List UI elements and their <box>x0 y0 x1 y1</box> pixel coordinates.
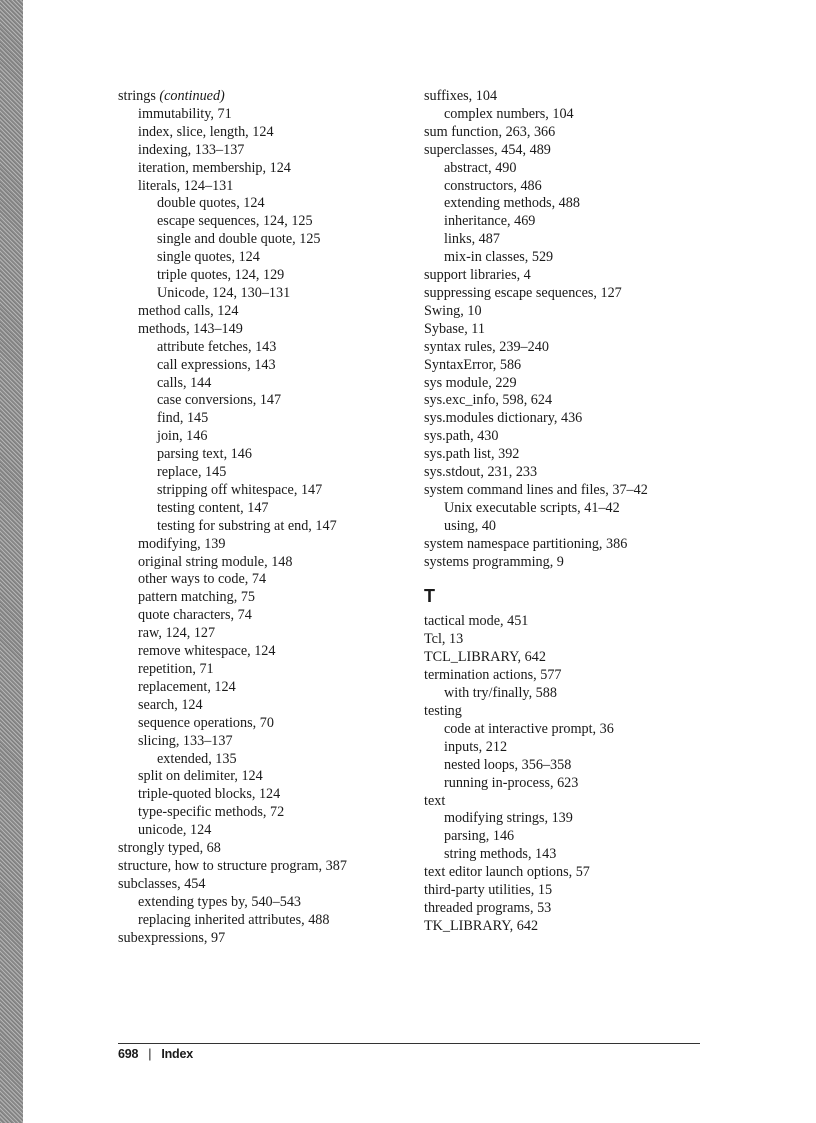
index-subentry <box>424 213 714 231</box>
index-column-left <box>118 88 418 948</box>
entry-text: SyntaxError, 586 <box>424 356 522 373</box>
index-subentry <box>118 339 418 357</box>
index-subentry <box>118 500 418 518</box>
index-subentry <box>118 625 418 643</box>
index-subentry <box>118 733 418 751</box>
entry-text: type-specific methods, 72 <box>138 804 285 821</box>
index-subentry <box>118 607 418 625</box>
entry-text: replace, 145 <box>157 464 227 481</box>
entry-text: subexpressions, 97 <box>118 929 226 946</box>
index-subentry <box>118 751 418 769</box>
entry-text: quote characters, 74 <box>138 607 252 624</box>
index-subentry <box>118 571 418 589</box>
entry-text: single quotes, 124 <box>157 249 260 266</box>
index-subentry <box>118 124 418 142</box>
index-subentry <box>118 536 418 554</box>
index-subentry <box>118 213 418 231</box>
entry-text: escape sequences, 124, 125 <box>157 213 313 230</box>
index-entry <box>424 882 714 900</box>
index-subentry <box>118 178 418 196</box>
index-subentry <box>118 321 418 339</box>
entry-text: string methods, 143 <box>444 846 557 863</box>
entry-text: Swing, 10 <box>424 302 482 319</box>
index-subentry <box>118 715 418 733</box>
entry-text: slicing, 133–137 <box>138 732 233 749</box>
entry-text: double quotes, 124 <box>157 195 265 212</box>
index-entry <box>424 793 714 811</box>
entry-text: systems programming, 9 <box>424 553 564 570</box>
page-number: 698 <box>118 1047 139 1061</box>
index-entry <box>424 667 714 685</box>
index-subentry <box>118 518 418 536</box>
entry-text: sys.path, 430 <box>424 428 499 445</box>
index-subentry <box>424 160 714 178</box>
index-subentry <box>118 697 418 715</box>
index-entry <box>118 876 418 894</box>
entry-text: subclasses, 454 <box>118 875 206 892</box>
index-subentry <box>118 285 418 303</box>
footer-separator: | <box>148 1047 152 1061</box>
index-entry <box>424 303 714 321</box>
entry-text: testing content, 147 <box>157 499 269 516</box>
index-subentry <box>118 894 418 912</box>
entry-text: testing <box>424 703 462 719</box>
index-subentry <box>118 912 418 930</box>
entry-text: mix-in classes, 529 <box>444 249 554 266</box>
index-subentry <box>118 428 418 446</box>
entry-text: other ways to code, 74 <box>138 571 267 588</box>
entry-text: parsing text, 146 <box>157 446 252 463</box>
entry-text: system command lines and files, 37–42 <box>424 481 648 498</box>
index-entry <box>424 357 714 375</box>
entry-text: using, 40 <box>444 517 497 534</box>
entry-text: sys.stdout, 231, 233 <box>424 464 538 481</box>
entry-text: TK_LIBRARY, 642 <box>424 917 539 934</box>
index-subentry <box>118 554 418 572</box>
entry-text: methods, 143–149 <box>138 320 243 337</box>
entry-text: replacement, 124 <box>138 678 236 695</box>
entry-text: replacing inherited attributes, 488 <box>138 911 330 928</box>
index-entry <box>424 649 714 667</box>
index-subentry <box>118 661 418 679</box>
entry-text: find, 145 <box>157 410 209 427</box>
entry-text: syntax rules, 239–240 <box>424 338 549 355</box>
entry-text: modifying strings, 139 <box>444 810 573 827</box>
index-subentry <box>118 822 418 840</box>
index-subentry <box>118 357 418 375</box>
entry-text: case conversions, 147 <box>157 392 282 409</box>
index-entry <box>424 536 714 554</box>
index-entry <box>424 124 714 142</box>
entry-text: pattern matching, 75 <box>138 589 256 606</box>
entry-text: calls, 144 <box>157 374 212 391</box>
index-subentry <box>424 178 714 196</box>
entry-text: TCL_LIBRARY, 642 <box>424 649 546 666</box>
index-subentry <box>118 786 418 804</box>
entry-text: method calls, 124 <box>138 302 239 319</box>
letter-heading: T <box>424 586 435 607</box>
index-entry <box>424 554 714 572</box>
entry-text: testing for substring at end, 147 <box>157 517 337 534</box>
index-subentry <box>118 249 418 267</box>
index-subentry <box>424 828 714 846</box>
index-entry <box>424 392 714 410</box>
entry-text: suffixes, 104 <box>424 88 498 104</box>
footer-rule <box>118 1043 700 1044</box>
entry-text: strongly typed, 68 <box>118 840 221 857</box>
entry-text: Unix executable scripts, 41–42 <box>444 499 620 516</box>
entry-text: constructors, 486 <box>444 177 542 194</box>
index-subentry <box>118 804 418 822</box>
index-subentry <box>118 446 418 464</box>
index-entry <box>424 321 714 339</box>
index-entry <box>424 142 714 160</box>
entry-text: unicode, 124 <box>138 822 212 839</box>
entry-text: termination actions, 577 <box>424 667 562 684</box>
entry-text: nested loops, 356–358 <box>444 756 572 773</box>
index-entry <box>424 703 714 721</box>
index-subentry <box>118 142 418 160</box>
scan-edge-strip <box>0 0 23 1123</box>
entry-text: complex numbers, 104 <box>444 105 574 122</box>
entry-text: modifying, 139 <box>138 535 226 552</box>
entry-text: inheritance, 469 <box>444 213 536 230</box>
entry-text: raw, 124, 127 <box>138 625 216 642</box>
index-entry <box>424 339 714 357</box>
index-entry <box>424 410 714 428</box>
index-subentry <box>424 757 714 775</box>
index-subentry <box>118 482 418 500</box>
index-subentry <box>118 267 418 285</box>
index-subentry <box>118 195 418 213</box>
index-subentry <box>118 303 418 321</box>
entry-text: sys module, 229 <box>424 374 517 391</box>
entry-text: threaded programs, 53 <box>424 899 552 916</box>
entry-text: with try/finally, 588 <box>444 685 557 702</box>
index-entry <box>424 464 714 482</box>
index-entry <box>424 428 714 446</box>
index-subentry <box>424 195 714 213</box>
entry-text: third-party utilities, 15 <box>424 882 553 899</box>
index-entry <box>118 88 418 106</box>
index-entry <box>118 858 418 876</box>
page-footer <box>118 1047 193 1061</box>
index-entry <box>424 918 714 936</box>
index-entry <box>424 900 714 918</box>
entry-text: join, 146 <box>157 428 208 445</box>
entry-text: extending methods, 488 <box>444 195 580 212</box>
index-entry <box>424 631 714 649</box>
index-entry <box>424 285 714 303</box>
entry-text: code at interactive prompt, 36 <box>444 720 614 737</box>
entry-text: tactical mode, 451 <box>424 613 529 630</box>
index-subentry <box>118 464 418 482</box>
index-subentry <box>118 160 418 178</box>
index-entry <box>424 613 714 631</box>
entry-text: running in-process, 623 <box>444 774 579 791</box>
entry-text: text editor launch options, 57 <box>424 864 590 881</box>
section-name: Index <box>161 1047 193 1061</box>
index-subentry <box>424 775 714 793</box>
index-column-right <box>424 88 714 936</box>
entry-text: sum function, 263, 366 <box>424 123 556 140</box>
index-entry <box>424 864 714 882</box>
index-subentry <box>424 685 714 703</box>
index-entry <box>424 482 714 500</box>
index-subentry <box>118 679 418 697</box>
entry-text: suppressing escape sequences, 127 <box>424 284 622 301</box>
entry-text: search, 124 <box>138 696 203 713</box>
index-subentry <box>118 106 418 124</box>
index-subentry <box>424 249 714 267</box>
index-subentry <box>118 231 418 249</box>
entry-text: remove whitespace, 124 <box>138 643 276 660</box>
entry-text: original string module, 148 <box>138 553 293 570</box>
entry-text: indexing, 133–137 <box>138 141 245 158</box>
entry-text: triple quotes, 124, 129 <box>157 267 285 284</box>
entry-text: Unicode, 124, 130–131 <box>157 284 291 301</box>
index-subentry <box>424 231 714 249</box>
entry-text: links, 487 <box>444 231 500 248</box>
entry-text: literals, 124–131 <box>138 177 234 194</box>
index-entry <box>118 930 418 948</box>
entry-text: index, slice, length, 124 <box>138 123 274 140</box>
entry-text: superclasses, 454, 489 <box>424 141 551 158</box>
entry-text: repetition, 71 <box>138 661 214 677</box>
index-entry <box>118 840 418 858</box>
entry-text: parsing, 146 <box>444 828 515 845</box>
entry-text: sys.modules dictionary, 436 <box>424 410 583 427</box>
index-subentry <box>118 375 418 393</box>
entry-text: iteration, membership, 124 <box>138 159 291 176</box>
entry-text: strings <box>118 88 156 104</box>
entry-text: single and double quote, 125 <box>157 231 321 248</box>
entry-text: extended, 135 <box>157 750 237 767</box>
continued-label: (continued) <box>159 88 225 104</box>
index-subentry <box>118 392 418 410</box>
index-entry <box>424 446 714 464</box>
index-subentry <box>424 500 714 518</box>
entry-text: Sybase, 11 <box>424 320 485 337</box>
entry-text: text <box>424 792 446 809</box>
entry-text: extending types by, 540–543 <box>138 893 302 910</box>
index-subentry <box>118 410 418 428</box>
entry-text: immutability, 71 <box>138 105 232 122</box>
entry-text: inputs, 212 <box>444 738 508 755</box>
entry-text: sys.exc_info, 598, 624 <box>424 392 553 409</box>
index-subentry <box>424 106 714 124</box>
index-subentry <box>424 721 714 739</box>
index-subentry <box>118 589 418 607</box>
entry-text: split on delimiter, 124 <box>138 768 263 785</box>
entry-text: stripping off whitespace, 147 <box>157 481 323 498</box>
index-entry <box>424 375 714 393</box>
entry-text: call expressions, 143 <box>157 356 276 373</box>
entry-text: structure, how to structure program, 387 <box>118 857 347 874</box>
index-subentry <box>424 810 714 828</box>
entry-text: Tcl, 13 <box>424 631 464 648</box>
entry-text: sys.path list, 392 <box>424 446 520 463</box>
index-subentry <box>424 846 714 864</box>
index-subentry <box>424 518 714 536</box>
entry-text: system namespace partitioning, 386 <box>424 535 628 552</box>
entry-text: abstract, 490 <box>444 159 517 176</box>
index-entry <box>424 88 714 106</box>
index-subentry <box>118 768 418 786</box>
entry-text: sequence operations, 70 <box>138 714 274 731</box>
index-subentry <box>118 643 418 661</box>
entry-text: support libraries, 4 <box>424 267 531 284</box>
index-entry <box>424 267 714 285</box>
entry-text: attribute fetches, 143 <box>157 338 277 355</box>
entry-text: triple-quoted blocks, 124 <box>138 786 281 803</box>
index-subentry <box>424 739 714 757</box>
